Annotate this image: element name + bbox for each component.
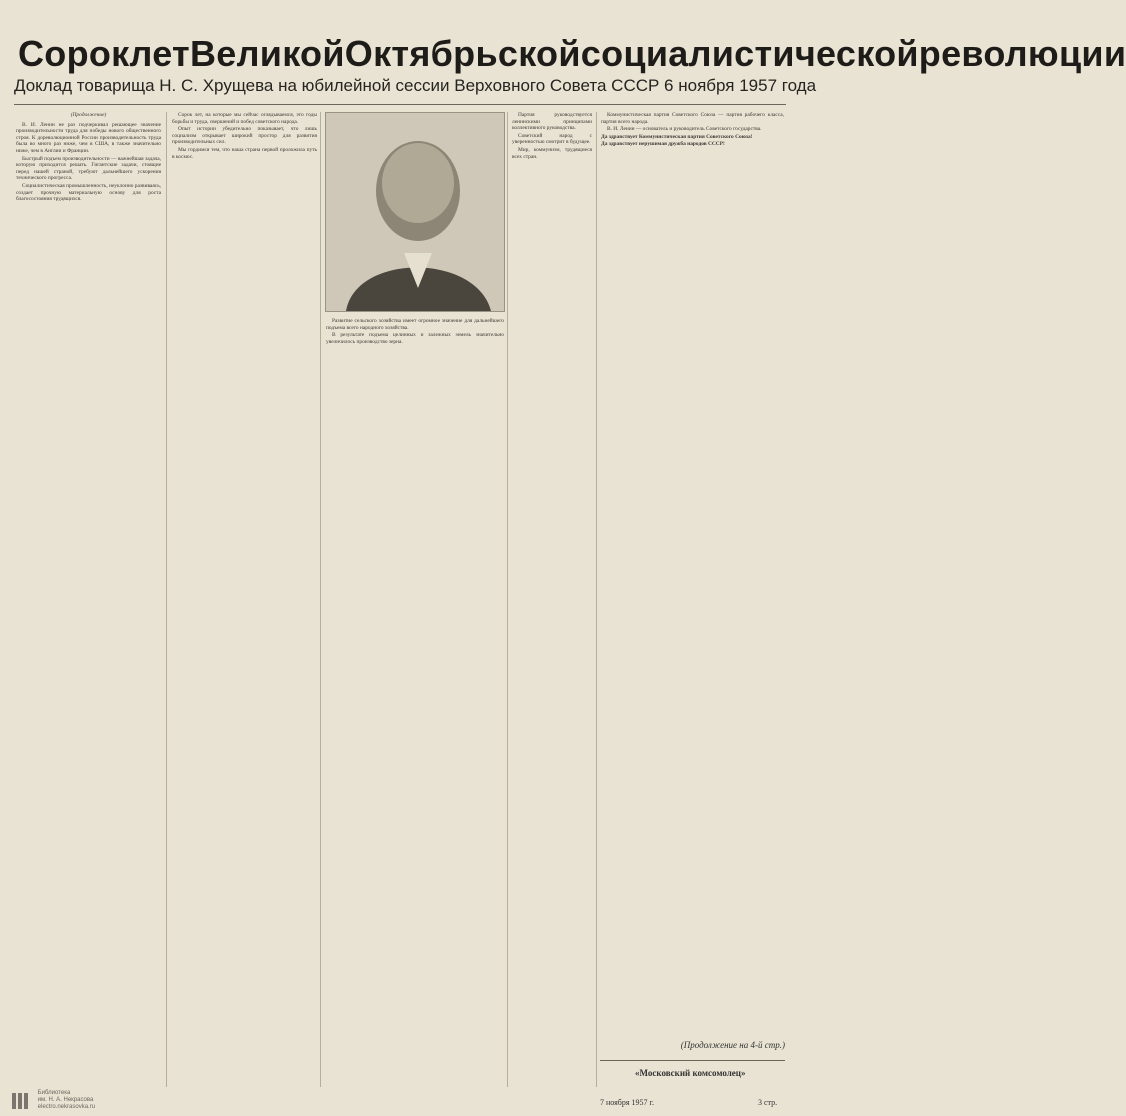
headline-word: лет [129, 33, 190, 74]
headline-word: революции [918, 33, 1126, 74]
headline-word: Великой [189, 33, 345, 74]
header-divider [14, 104, 786, 105]
paragraph: Опыт истории убедительно показывает, что лишь социализм открывает широкий простор для развития производительных сил. [172, 126, 317, 146]
paragraph: Мир, коммунизм, трудящиеся всех стран. [512, 146, 592, 160]
paragraph: Социалистическая промышленность, неуклонно развиваясь, создает прочную материальную основу для роста благосостояния трудящихся. [16, 182, 161, 203]
column-divider [166, 112, 167, 1087]
portrait-photo-icon [326, 113, 504, 311]
page-number: 3 стр. [758, 1098, 778, 1107]
paragraph: Коммунистическая партия Советского Союза — партия рабочего класса, партия всего народа. [601, 112, 784, 125]
article-column-4 [512, 112, 592, 1092]
article-column-5 [601, 112, 784, 1042]
paragraph: Быстрый подъем производительности — важнейшая задача, которую приходится решать. Гигантские задачи, стоящие перед нашей страной, требуют дальнейшего ускорения технического прогресса. [16, 155, 161, 182]
column-divider [507, 112, 508, 1087]
library-name-2: им. Н. А. Некрасова [37, 1097, 94, 1103]
library-logo-icon [10, 1090, 32, 1112]
headline [18, 22, 1126, 74]
paragraph: Да здравствует нерушимая дружба народов СССР! [601, 141, 725, 148]
portrait-photo [325, 112, 505, 312]
column-divider [596, 112, 597, 1087]
library-name: Библиотека [37, 1090, 71, 1096]
footer-divider [600, 1060, 785, 1061]
paragraph: Развитие сельского хозяйства имеет огромное значение для дальнейшего подъема всего народного хозяйства. [326, 318, 504, 331]
article-column-2 [172, 112, 317, 1092]
headline-word: Сорок [18, 33, 130, 74]
headline-word: Октябрьской [344, 33, 581, 74]
issue-date: 7 ноября 1957 г. [600, 1098, 654, 1107]
headline-word: социалистической [580, 33, 919, 74]
paragraph: Да здравствует Коммунистическая партия Советского Союза! [601, 133, 753, 140]
column-divider [320, 112, 321, 1087]
paragraph: Мы гордимся тем, что наша страна первой проложила путь в космос. [172, 146, 317, 160]
paragraph: Партия руководствуется ленинскими принципами коллективного руководства. [512, 112, 592, 132]
library-url: electro.nekrasovka.ru [37, 1104, 96, 1110]
subheadline: Доклад товарища Н. С. Хрущева на юбилейной сессии Верховного Совета СССР 6 ноября 1957 года [14, 76, 817, 95]
library-watermark [10, 1090, 210, 1116]
article-column-3 [326, 318, 504, 1092]
paragraph: Сорок лет, на которые мы сейчас оглядываемся, это годы борьбы и труда, свершений и побед советского народа. [172, 112, 317, 125]
continuation-marker: (Продолжение) [70, 112, 107, 118]
article-column-1 [16, 112, 161, 1092]
paragraph: Советский народ с уверенностью смотрит в будущее. [512, 132, 592, 146]
paragraph: В. И. Ленин не раз подчеркивал решающее значение производительности труда для победы нового общественного строя. К дореволюционной России производительность труда была во много раз ниже, чем в США, в также значительно ниже, чем в Англии и Франции. [16, 121, 161, 154]
paragraph: В результате подъема целинных и залежных земель значительно увеличилось производство зерна. [326, 332, 504, 345]
paragraph: В. И. Ленин — основатель и руководитель Советского государства. [607, 126, 762, 133]
newspaper-name: «Московский комсомолец» [635, 1068, 746, 1078]
continuation-note: (Продолжение на 4-й стр.) [680, 1040, 785, 1050]
